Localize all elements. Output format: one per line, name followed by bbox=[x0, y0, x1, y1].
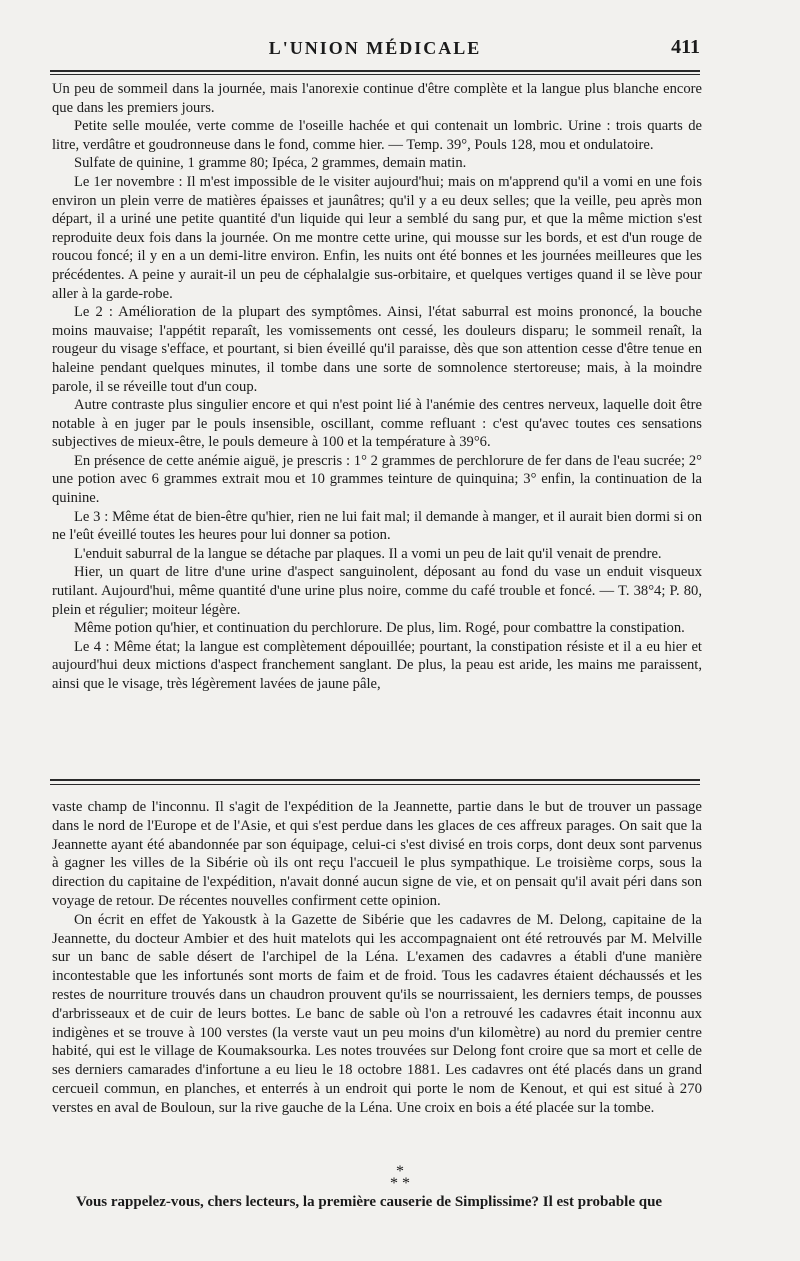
paragraph: En présence de cette anémie aiguë, je prescris : 1° 2 grammes de perchlorure de fer dans de l'eau sucrée; 2° une potion avec 6 grammes extrait mou et 10 grammes teinture de quinquina; 3° enfin, la continuation de la quinine. bbox=[52, 452, 702, 507]
section-divider-thin bbox=[50, 784, 700, 785]
paragraph: Le 1er novembre : Il m'est impossible de le visiter aujourd'hui; mais on m'apprend qu'il a vomi en une fois environ un plein verre de matières épaisses et jaunâtres; qu'il y a eu deux selles; que la veille, peu après mon départ, il a uriné une petite quantité d'un liquide qui leur a semblé du sang pur, et que la même miction s'est reproduite deux fois dans la journée. On me montre cette urine, qui mousse sur les bords, et est d'un rouge de roucou foncé; il y en a un demi-litre environ. Enfin, les nuits ont été bonnes et les journées meilleures que les précédentes. A peine y aurait-il un peu de céphalalgie sus-orbitaire, et quelques vertiges quand il se lève pour aller à la garde-robe. bbox=[52, 173, 702, 302]
running-title: L'UNION MÉDICALE bbox=[268, 38, 482, 58]
paragraph: Un peu de sommeil dans la journée, mais l'anorexie continue d'être complète et la langue plus blanche encore que dans les premiers jours. bbox=[52, 81, 702, 116]
feuilleton-column bbox=[52, 798, 702, 1118]
paragraph: Le 3 : Même état de bien-être qu'hier, rien ne lui fait mal; il demande à manger, et il aurait bien dormi si on ne l'eût éveillé toutes les heures pour lui donner sa potion. bbox=[52, 508, 702, 544]
paragraph: On écrit en effet de Yakoustk à la Gazette de Sibérie que les cadavres de M. Delong, capitaine de la Jeannette, du docteur Ambier et des huit matelots qui les accompagnaient ont été retrouvés par M. Melville sur un banc de sable désert de l'archipel de la Léna. L'examen des cadavres a établi d'une manière incontestable que les infortunés sont morts de faim et de froid. Tous les cadavres étaient déchaussés et les restes de nourriture trouvés dans un chaudron prouvent qu'ils se nourrissaient, les derniers temps, de pousses d'arbrisseaux et de cuir de leurs bottes. Le banc de sable où l'on a retrouvé les cadavres était inconnu aux indigènes et se trouve à 100 verstes (la verste vaut un peu moins d'un kilomètre) au nord du premier centre habité, qui est le village de Koumaksourka. Les notes trouvées sur Delong font croire que sa mort et celle de ses derniers camarades d'infortune a eu lieu le 18 octobre 1881. Les cadavres ont été placés dans un grand cercueil commun, en planches, et enterrés à un endroit qui porte le nom de Kenout, et qui est situé à 270 verstes en aval de Bouloun, sur la rive gauche de la Léna. Une croix en bois a été placée sur la tombe. bbox=[52, 911, 702, 1116]
paragraph: L'enduit saburral de la langue se détache par plaques. Il a vomi un peu de lait qu'il venait de prendre. bbox=[74, 545, 662, 562]
clinical-observation-column bbox=[52, 80, 702, 694]
paragraph: Même potion qu'hier, et continuation du perchlorure. De plus, lim. Rogé, pour combattre la constipation. bbox=[74, 620, 685, 637]
page-header bbox=[50, 34, 700, 64]
page-number: 411 bbox=[671, 36, 700, 58]
header-rule-thin bbox=[50, 74, 700, 75]
asterism-separator bbox=[0, 1163, 800, 1192]
paragraph: Autre contraste plus singulier encore et qui n'est point lié à l'anémie des centres nerveux, laquelle doit être notable à en juger par le pouls insensible, oscillant, comme refluant : c'est qu'avec toutes ces sensations subjectives de mieux-être, le pouls demeure à 100 et la température à 39°6. bbox=[52, 397, 702, 451]
paragraph: Sulfate de quinine, 1 gramme 80; Ipéca, 2 grammes, demain matin. bbox=[74, 155, 467, 172]
section-divider bbox=[50, 779, 700, 781]
asterism-glyphs: * * * bbox=[390, 1163, 410, 1192]
paragraph: vaste champ de l'inconnu. Il s'agit de l'expédition de la Jeannette, partie dans le but de trouver un passage dans le nord de l'Europe et de l'Asie, et qui s'est perdue dans les glaces de ces affreux parages. On sait que la Jeannette ayant été abandonnée par son équipage, celui-ci s'est divisé en trois corps, dont deux sont parvenus à gagner les villes de la Sibérie où ils ont reçu l'accueil le plus sympathique. Le troisième corps, sous la direction du capitaine de l'expédition, n'avait donné aucun signe de vie, et on pensait qu'il avait péri dans son voyage de retour. De récentes nouvelles confirment cette opinion. bbox=[52, 799, 702, 909]
paragraph: Le 2 : Amélioration de la plupart des symptômes. Ainsi, l'état saburral est moins prononcé, la bouche moins mauvaise; l'appétit reparaît, les vomissements ont cessé, les douleurs disparu; le sommeil renaît, la rougeur du visage s'efface, et pourtant, si bien éveillé qu'il paraisse, dès que son attention cesse d'être tenue en haleine pendant quelques minutes, il tombe dans une sorte de somnolence stertoreuse; mais, à la moindre parole, il se réveille tout d'un coup. bbox=[52, 304, 702, 395]
paragraph: Le 4 : Même état; la langue est complètement dépouillée; pourtant, la constipation résiste et il a eu hier et aujourd'hui deux mictions d'aspect franchement sanglant. De plus, la peau est aride, les mains me paraissent, ainsi que le visage, très légèrement lavées de jaune pâle, bbox=[52, 638, 702, 692]
header-rule bbox=[50, 70, 700, 72]
paragraph: Petite selle moulée, verte comme de l'oseille hachée et qui contenait un lombric. Urine : trois quarts de litre, verdâtre et goudronneuse dans le fond, comme hier. — Temp. 39°, Pouls 128, mou et ondulatoire. bbox=[52, 118, 702, 153]
paragraph: Hier, un quart de litre d'une urine d'aspect sanguinolent, déposant au fond du vase un enduit visqueux rutilant. Aujourd'hui, même quantité d'une urine plus noire, comme du café trouble et foncé. — T. 38°4; P. 80, plein et régulier; moiteur légère. bbox=[52, 564, 702, 618]
closing-line: Vous rappelez-vous, chers lecteurs, la première causerie de Simplissime? Il est probable que bbox=[76, 1194, 663, 1210]
